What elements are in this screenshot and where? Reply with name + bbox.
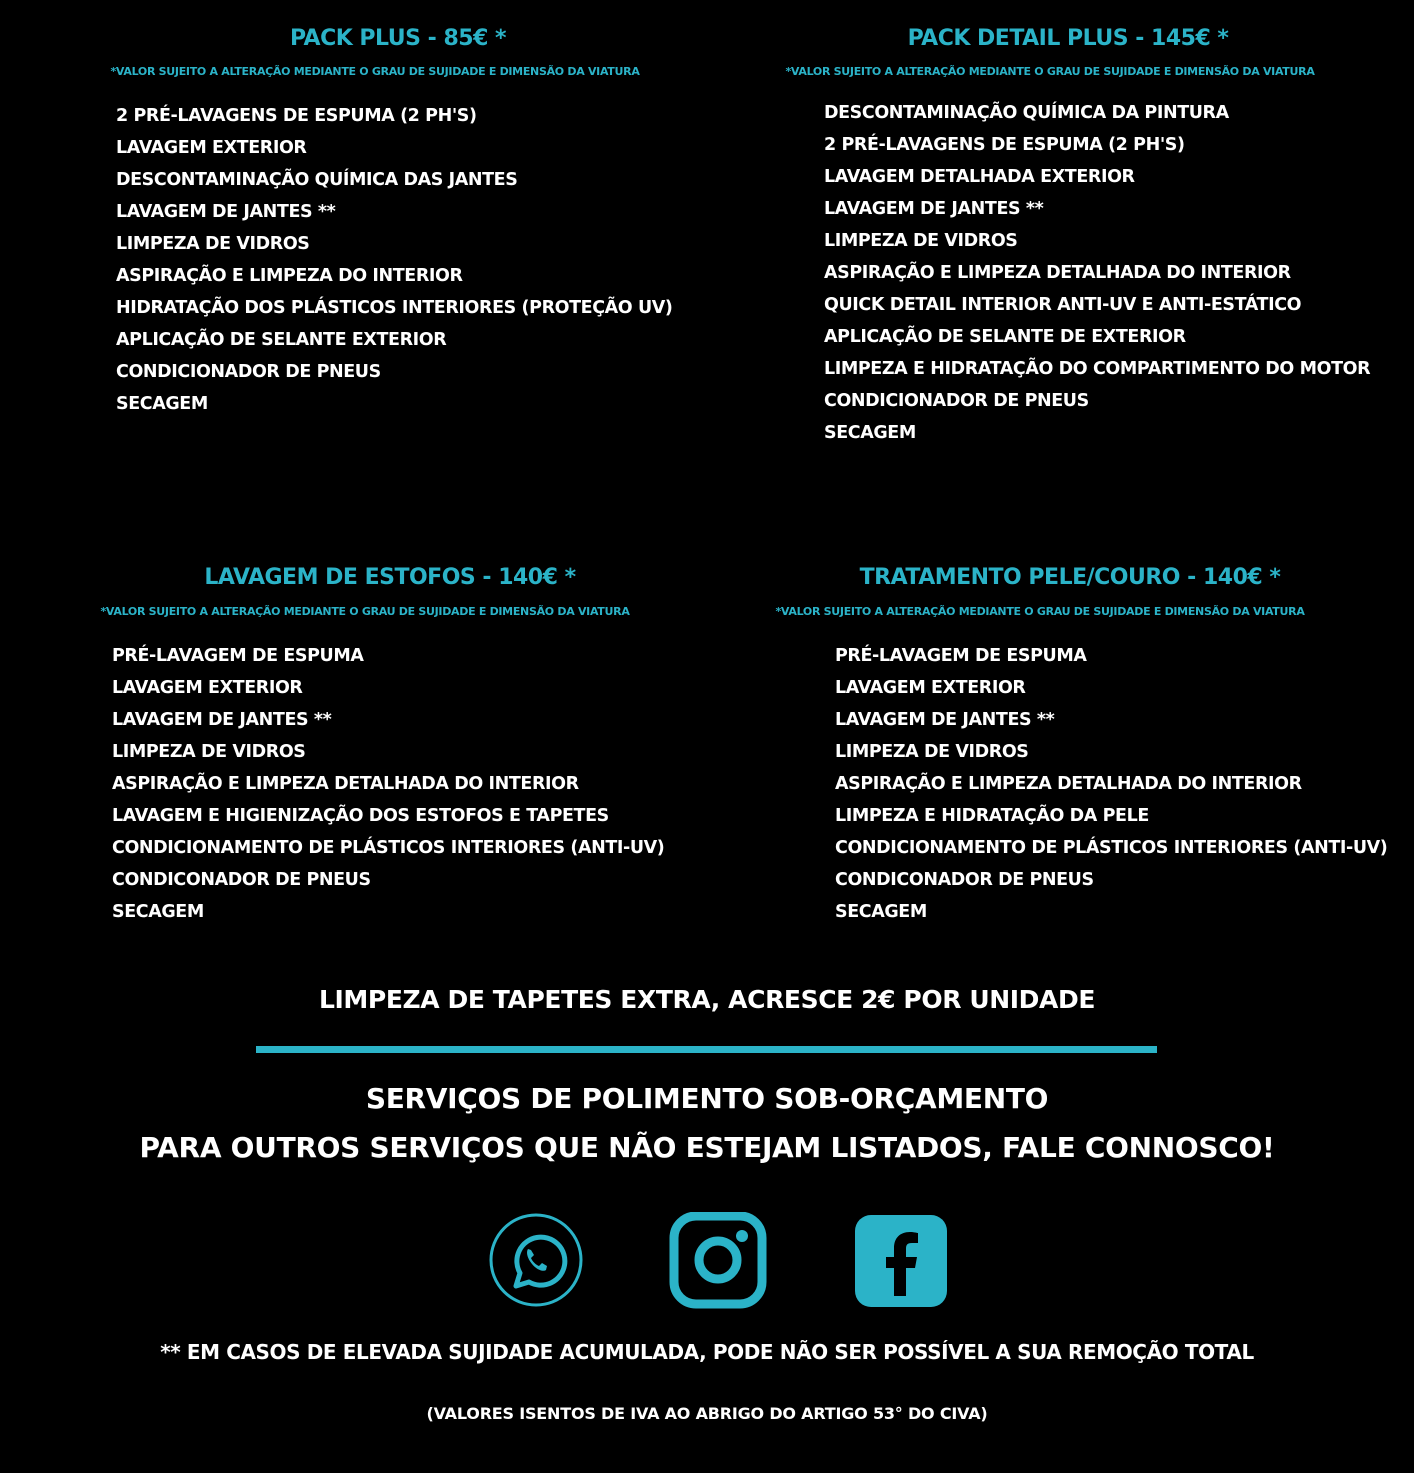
list-item: LAVAGEM DE JANTES ** bbox=[116, 202, 336, 222]
dirt-footnote: ** EM CASOS DE ELEVADA SUJIDADE ACUMULADA, PODE NÃO SER POSSÍVEL A SUA REMOÇÃO TOTAL bbox=[160, 1340, 1254, 1364]
lavagem-estofos-note: *VALOR SUJEITO A ALTERAÇÃO MEDIANTE O GRAU DE SUJIDADE E DIMENSÃO DA VIATURA bbox=[100, 605, 630, 618]
section-divider bbox=[256, 1046, 1157, 1053]
whatsapp-icon[interactable] bbox=[486, 1212, 586, 1312]
list-item: LAVAGEM DE JANTES ** bbox=[824, 199, 1044, 219]
list-item: LAVAGEM DETALHADA EXTERIOR bbox=[824, 167, 1135, 187]
list-item: QUICK DETAIL INTERIOR ANTI-UV E ANTI-ESTÁTICO bbox=[824, 295, 1302, 315]
list-item: LIMPEZA DE VIDROS bbox=[824, 231, 1018, 251]
list-item: ASPIRAÇÃO E LIMPEZA DETALHADA DO INTERIOR bbox=[835, 774, 1302, 794]
pack-plus-items bbox=[116, 100, 673, 420]
other-services-line: PARA OUTROS SERVIÇOS QUE NÃO ESTEJAM LISTADOS, FALE CONNOSCO! bbox=[139, 1131, 1275, 1164]
list-item: SECAGEM bbox=[824, 423, 916, 443]
list-item: LIMPEZA E HIDRATAÇÃO DO COMPARTIMENTO DO MOTOR bbox=[824, 359, 1371, 379]
pack-plus-note: *VALOR SUJEITO A ALTERAÇÃO MEDIANTE O GRAU DE SUJIDADE E DIMENSÃO DA VIATURA bbox=[110, 65, 640, 78]
list-item: CONDICIONADOR DE PNEUS bbox=[116, 362, 381, 382]
list-item: SECAGEM bbox=[835, 902, 927, 922]
list-item: LIMPEZA DE VIDROS bbox=[112, 742, 306, 762]
list-item: 2 PRÉ-LAVAGENS DE ESPUMA (2 PH'S) bbox=[116, 106, 477, 126]
list-item: PRÉ-LAVAGEM DE ESPUMA bbox=[112, 646, 364, 666]
pack-detail-plus-title: PACK DETAIL PLUS - 145€ * bbox=[907, 26, 1229, 51]
list-item: LIMPEZA E HIDRATAÇÃO DA PELE bbox=[835, 806, 1149, 826]
pack-detail-plus-items bbox=[824, 97, 1370, 449]
list-item: APLICAÇÃO DE SELANTE EXTERIOR bbox=[116, 330, 447, 350]
instagram-icon[interactable] bbox=[668, 1212, 768, 1312]
extra-mats-note: LIMPEZA DE TAPETES EXTRA, ACRESCE 2€ POR UNIDADE bbox=[318, 985, 1096, 1014]
list-item: CONDICONADOR DE PNEUS bbox=[112, 870, 371, 890]
list-item: DESCONTAMINAÇÃO QUÍMICA DA PINTURA bbox=[824, 103, 1229, 123]
list-item: LAVAGEM DE JANTES ** bbox=[835, 710, 1055, 730]
list-item: LIMPEZA DE VIDROS bbox=[116, 234, 310, 254]
list-item: LAVAGEM EXTERIOR bbox=[116, 138, 307, 158]
vat-note: (VALORES ISENTOS DE IVA AO ABRIGO DO ARTIGO 53° DO CIVA) bbox=[426, 1404, 988, 1423]
pack-plus-title: PACK PLUS - 85€ * bbox=[289, 26, 507, 51]
list-item: HIDRATAÇÃO DOS PLÁSTICOS INTERIORES (PROTEÇÃO UV) bbox=[116, 298, 673, 318]
list-item: ASPIRAÇÃO E LIMPEZA DETALHADA DO INTERIOR bbox=[112, 774, 579, 794]
tratamento-pele-items bbox=[835, 640, 1387, 928]
list-item: ASPIRAÇÃO E LIMPEZA DETALHADA DO INTERIOR bbox=[824, 263, 1291, 283]
list-item: CONDICONADOR DE PNEUS bbox=[835, 870, 1094, 890]
tratamento-pele-note: *VALOR SUJEITO A ALTERAÇÃO MEDIANTE O GRAU DE SUJIDADE E DIMENSÃO DA VIATURA bbox=[775, 605, 1305, 618]
lavagem-estofos-items bbox=[112, 640, 664, 928]
tratamento-pele-title: TRATAMENTO PELE/COURO - 140€ * bbox=[859, 565, 1281, 590]
list-item: ASPIRAÇÃO E LIMPEZA DO INTERIOR bbox=[116, 266, 463, 286]
list-item: PRÉ-LAVAGEM DE ESPUMA bbox=[835, 646, 1087, 666]
facebook-icon[interactable] bbox=[852, 1212, 952, 1312]
list-item: 2 PRÉ-LAVAGENS DE ESPUMA (2 PH'S) bbox=[824, 135, 1185, 155]
list-item: APLICAÇÃO DE SELANTE DE EXTERIOR bbox=[824, 327, 1186, 347]
list-item: LIMPEZA DE VIDROS bbox=[835, 742, 1029, 762]
list-item: LAVAGEM DE JANTES ** bbox=[112, 710, 332, 730]
pack-detail-plus-note: *VALOR SUJEITO A ALTERAÇÃO MEDIANTE O GRAU DE SUJIDADE E DIMENSÃO DA VIATURA bbox=[785, 65, 1315, 78]
list-item: DESCONTAMINAÇÃO QUÍMICA DAS JANTES bbox=[116, 170, 518, 190]
list-item: SECAGEM bbox=[112, 902, 204, 922]
list-item: SECAGEM bbox=[116, 394, 208, 414]
list-item: CONDICIONAMENTO DE PLÁSTICOS INTERIORES (ANTI-UV) bbox=[112, 838, 665, 858]
list-item: LAVAGEM E HIGIENIZAÇÃO DOS ESTOFOS E TAPETES bbox=[112, 806, 609, 826]
list-item: LAVAGEM EXTERIOR bbox=[112, 678, 303, 698]
list-item: CONDICIONAMENTO DE PLÁSTICOS INTERIORES (ANTI-UV) bbox=[835, 838, 1388, 858]
polish-services-line: SERVIÇOS DE POLIMENTO SOB-ORÇAMENTO bbox=[365, 1082, 1049, 1115]
list-item: CONDICIONADOR DE PNEUS bbox=[824, 391, 1089, 411]
list-item: LAVAGEM EXTERIOR bbox=[835, 678, 1026, 698]
lavagem-estofos-title: LAVAGEM DE ESTOFOS - 140€ * bbox=[204, 565, 576, 590]
